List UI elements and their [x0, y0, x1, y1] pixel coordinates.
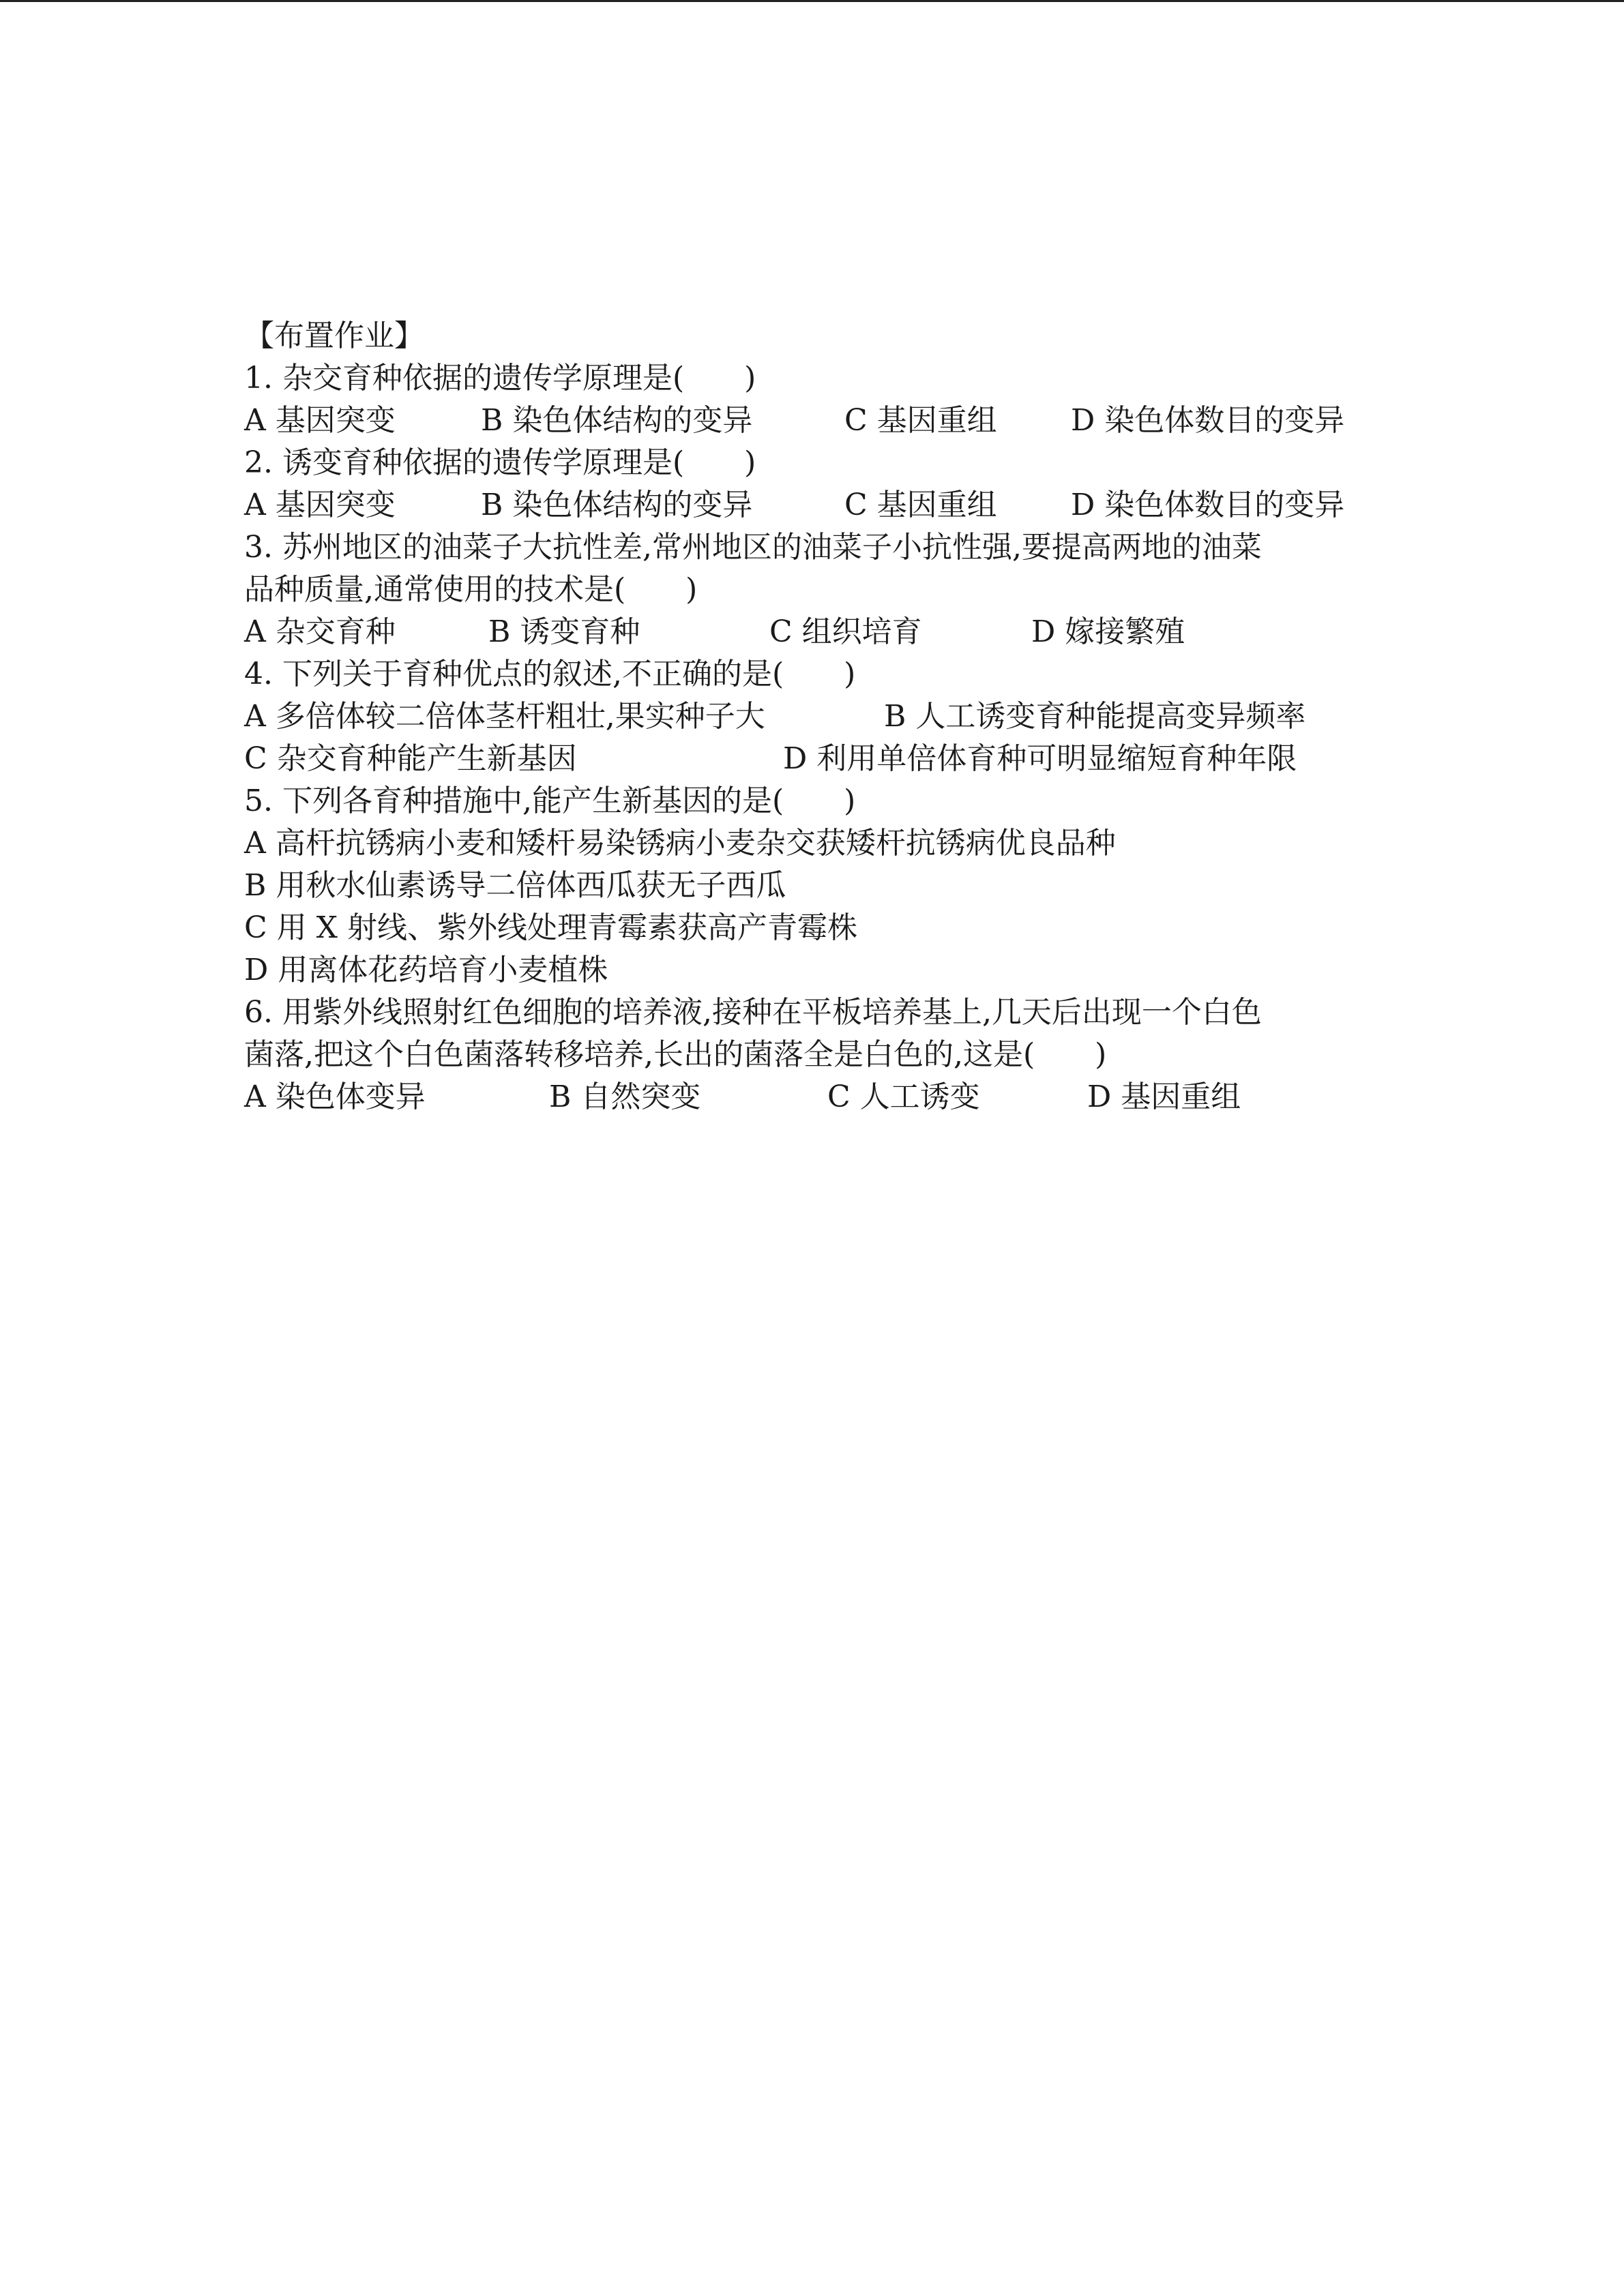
question-1-option-c: C 基因重组 — [844, 403, 997, 438]
question-3-options — [244, 611, 1390, 653]
question-4-option-b: B 人工诱变育种能提高变异频率 — [884, 699, 1306, 734]
question-6-stem-line-2: 菌落,把这个白色菌落转移培养,长出的菌落全是白色的,这是( ) — [244, 1037, 1107, 1072]
question-5-option-c: C 用 X 射线、紫外线处理青霉素获高产青霉株 — [244, 910, 857, 945]
question-3-option-d: D 嫁接繁殖 — [1031, 614, 1185, 649]
question-4-option-c: C 杂交育种能产生新基因 — [244, 741, 577, 776]
question-6-option-c: C 人工诱变 — [827, 1079, 980, 1114]
question-2-options — [244, 484, 1390, 526]
question-6-option-b: B 自然突变 — [549, 1079, 701, 1114]
question-4-option-d: D 利用单倍体育种可明显缩短育种年限 — [783, 741, 1297, 776]
question-6-options — [244, 1076, 1390, 1118]
question-2-option-d: D 染色体数目的变异 — [1071, 488, 1345, 522]
question-5-option-a: A 高杆抗锈病小麦和矮杆易染锈病小麦杂交获矮杆抗锈病优良品种 — [244, 826, 1116, 861]
question-1-stem: 1. 杂交育种依据的遗传学原理是( ) — [244, 361, 756, 396]
question-5-stem: 5. 下列各育种措施中,能产生新基因的是( ) — [244, 784, 856, 818]
question-5-option-d: D 用离体花药培育小麦植株 — [244, 953, 608, 987]
question-6-stem-line-1: 6. 用紫外线照射红色细胞的培养液,接种在平板培养基上,几天后出现一个白色 — [244, 995, 1262, 1030]
question-3-option-c: C 组织培育 — [769, 614, 922, 649]
question-2-option-c: C 基因重组 — [844, 488, 997, 522]
question-3-option-a: A 杂交育种 — [244, 614, 396, 649]
question-1-option-a: A 基因突变 — [244, 403, 396, 438]
question-4-options-row-1 — [244, 696, 1390, 738]
question-2-option-a: A 基因突变 — [244, 488, 396, 522]
question-6-option-a: A 染色体变异 — [244, 1079, 426, 1114]
question-1-option-b: B 染色体结构的变异 — [481, 403, 753, 438]
question-4-option-a: A 多倍体较二倍体茎杆粗壮,果实种子大 — [244, 699, 765, 734]
question-5-option-b: B 用秋水仙素诱导二倍体西瓜获无子西瓜 — [244, 868, 786, 903]
section-heading: 【布置作业】 — [244, 318, 424, 353]
question-1-option-d: D 染色体数目的变异 — [1071, 403, 1345, 438]
question-3-stem-line-1: 3. 苏州地区的油菜子大抗性差,常州地区的油菜子小抗性强,要提高两地的油菜 — [244, 530, 1262, 565]
question-6-option-d: D 基因重组 — [1087, 1079, 1241, 1114]
question-4-stem: 4. 下列关于育种优点的叙述,不正确的是( ) — [244, 657, 856, 691]
question-2-option-b: B 染色体结构的变异 — [481, 488, 753, 522]
question-1-options — [244, 400, 1390, 442]
question-3-option-b: B 诱变育种 — [488, 614, 640, 649]
question-4-options-row-2 — [244, 738, 1390, 780]
top-border-line — [0, 0, 1624, 2]
homework-section — [244, 315, 1390, 1118]
question-2-stem: 2. 诱变育种依据的遗传学原理是( ) — [244, 445, 756, 480]
question-3-stem-line-2: 品种质量,通常使用的技术是( ) — [244, 572, 698, 607]
